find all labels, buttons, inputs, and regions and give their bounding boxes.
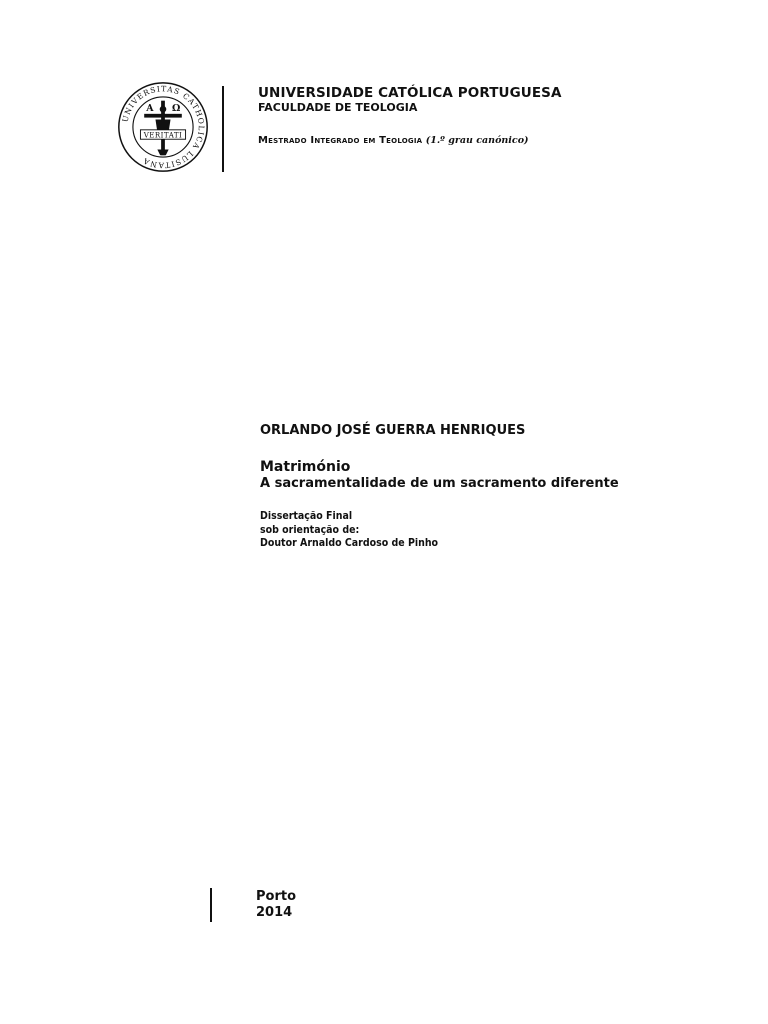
dissertation-info: [260, 510, 438, 551]
work-title-block: [260, 458, 619, 492]
supervision-label: sob orientação de:: [260, 523, 360, 536]
header-divider: [222, 86, 224, 172]
place-date: [256, 889, 296, 921]
supervisor-name: Doutor Arnaldo Cardoso de Pinho: [260, 537, 439, 549]
year: 2014: [256, 905, 293, 920]
degree-name: Mestrado Integrado em Teologia: [258, 135, 423, 146]
university-seal-logo: [116, 80, 210, 174]
work-title: Matrimónio: [260, 459, 351, 475]
seal-omega: Ω: [171, 103, 181, 115]
work-subtitle: A sacramentalidade de um sacramento diferente: [260, 476, 619, 491]
seal-banner-text: VERITATI: [143, 130, 183, 140]
faculty-name: FACULDADE DE TEOLOGIA: [258, 101, 418, 114]
seal-alpha: A: [146, 103, 154, 115]
footer-divider: [210, 888, 212, 922]
institution-header: [258, 85, 562, 147]
degree-line: [258, 134, 562, 147]
author-name: ORLANDO JOSÉ GUERRA HENRIQUES: [260, 423, 526, 438]
dissertation-type: Dissertação Final: [260, 510, 353, 522]
city: Porto: [256, 889, 297, 904]
seal-ring-text: UNIVERSITAS CATHOLICA LUSITANA: [120, 84, 206, 170]
university-name: UNIVERSIDADE CATÓLICA PORTUGUESA: [258, 85, 562, 101]
degree-note: (1.º grau canónico): [425, 135, 529, 146]
